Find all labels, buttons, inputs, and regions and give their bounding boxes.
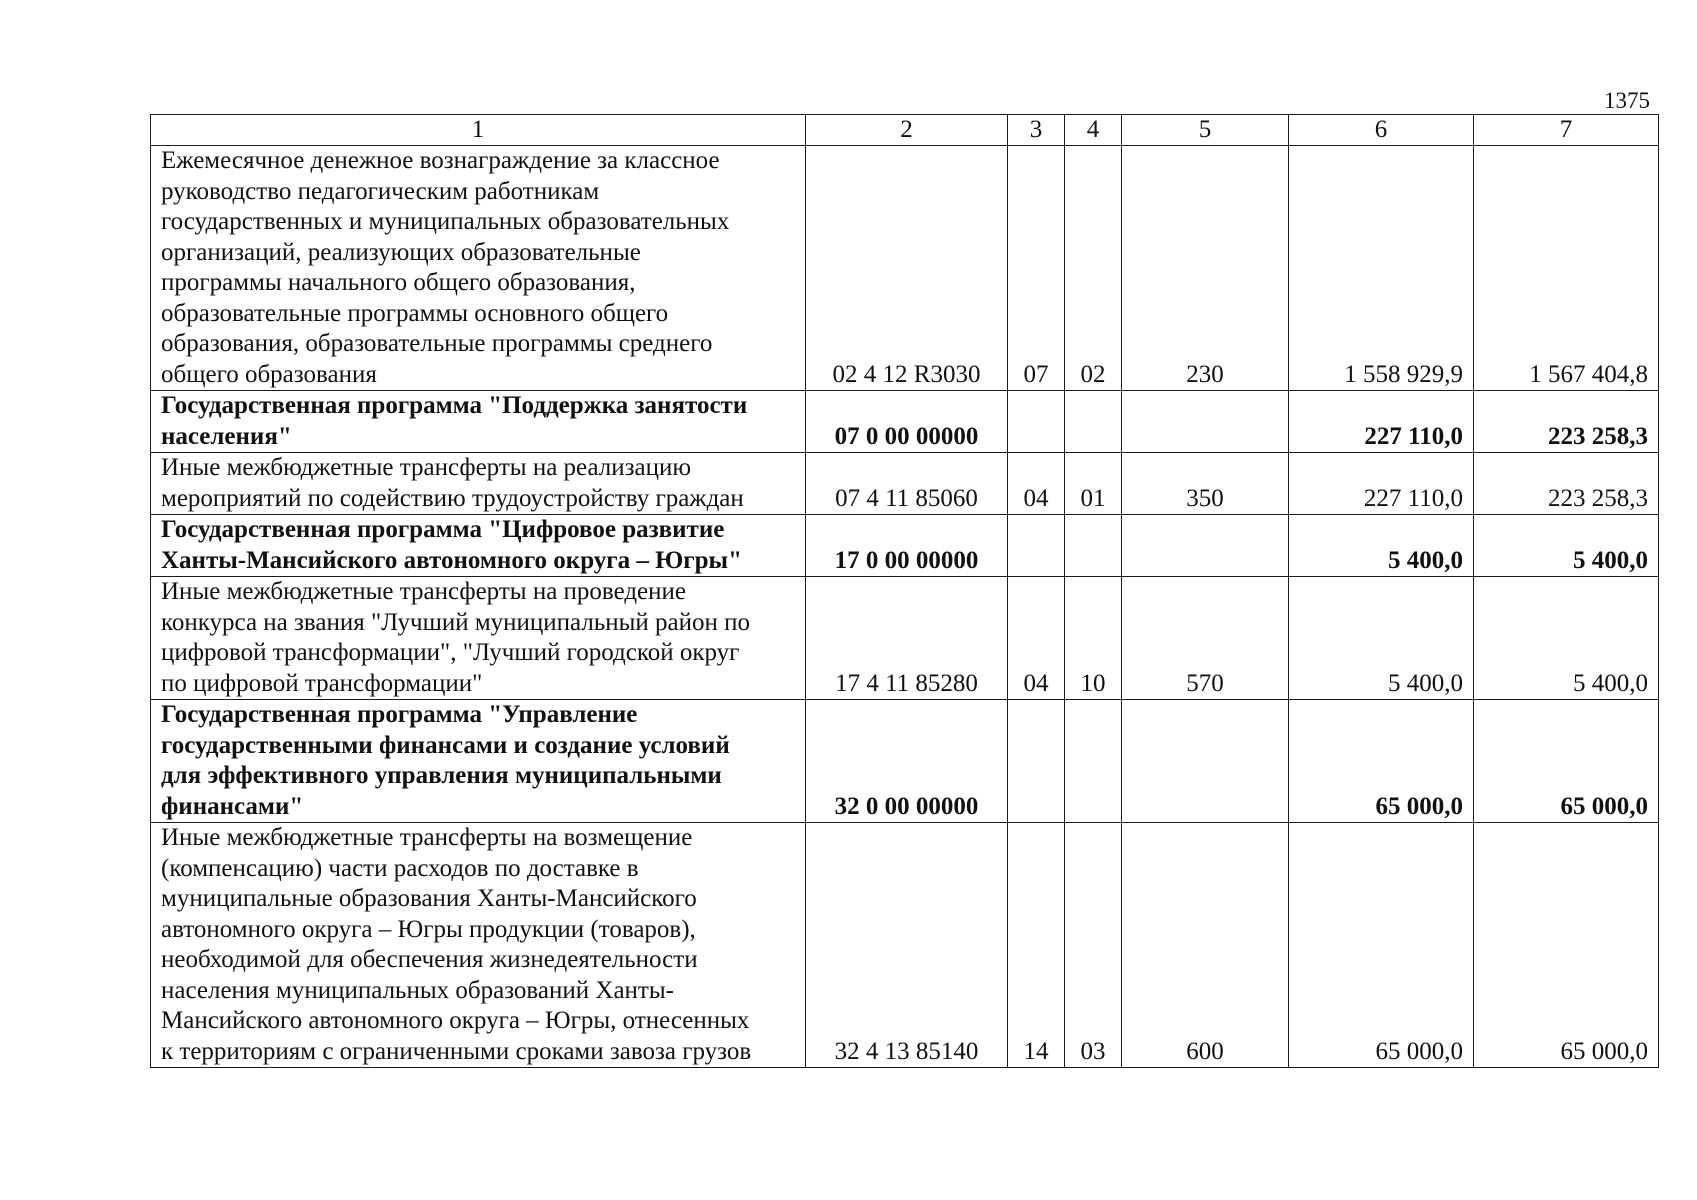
row-code: 32 4 13 85140 (806, 823, 1008, 1068)
table-row-program (151, 515, 1659, 577)
description-line: для эффективного управления муниципальными (161, 762, 722, 789)
row-description (151, 146, 806, 391)
row-col-7: 65 000,0 (1474, 700, 1659, 823)
description-line: общего образования (161, 360, 377, 388)
row-col-7: 223 258,3 (1474, 453, 1659, 515)
row-col-7: 223 258,3 (1474, 391, 1659, 453)
row-col-3: 04 (1008, 453, 1065, 515)
description-line: муниципальные образования Ханты-Мансийского (161, 885, 697, 912)
description-line: Государственная программа "Поддержка занятости (161, 392, 748, 419)
row-col-5 (1122, 700, 1289, 823)
description-line: государственных и муниципальных образовательных (161, 208, 730, 235)
row-col-3 (1008, 700, 1065, 823)
row-col-3 (1008, 391, 1065, 453)
description-line: конкурса на звания "Лучший муниципальный район по (161, 608, 751, 636)
row-col-5 (1122, 391, 1289, 453)
description-line: населения" (161, 422, 292, 450)
table-row (151, 577, 1659, 700)
description-line: мероприятий по содействию трудоустройству граждан (161, 484, 744, 512)
header-cell-2: 2 (806, 115, 1008, 146)
table-row (151, 146, 1659, 391)
row-code: 07 0 00 00000 (806, 391, 1008, 453)
description-line: Иные межбюджетные трансферты на проведение (161, 578, 687, 605)
row-col-5: 600 (1122, 823, 1289, 1068)
row-col-6: 5 400,0 (1289, 515, 1474, 577)
description-line: образовательные программы основного общего (161, 299, 669, 327)
row-col-6: 227 110,0 (1289, 391, 1474, 453)
header-cell-7: 7 (1474, 115, 1659, 146)
row-col-3 (1008, 515, 1065, 577)
row-col-5: 570 (1122, 577, 1289, 700)
description-line: государственными финансами и создание условий (161, 731, 730, 759)
row-col-4 (1065, 700, 1122, 823)
row-col-7: 5 400,0 (1474, 577, 1659, 700)
description-line: (компенсацию) части расходов по доставке в (161, 854, 639, 882)
description-line: программы начального общего образования, (161, 269, 636, 296)
header-cell-1: 1 (151, 115, 806, 146)
row-col-3: 04 (1008, 577, 1065, 700)
description-line: образования, образовательные программы среднего (161, 330, 713, 357)
description-line: Мансийского автономного округа – Югры, отнесенных (161, 1007, 750, 1034)
row-description (151, 453, 806, 515)
row-description (151, 577, 806, 700)
row-code: 07 4 11 85060 (806, 453, 1008, 515)
page-number: 1375 (1604, 88, 1650, 113)
row-description (151, 515, 806, 577)
row-col-5: 230 (1122, 146, 1289, 391)
row-col-6: 1 558 929,9 (1289, 146, 1474, 391)
row-description (151, 823, 806, 1068)
description-line: Государственная программа "Цифровое развитие (161, 516, 725, 543)
description-line: автономного округа – Югры продукции (товаров), (161, 915, 696, 943)
row-col-4 (1065, 515, 1122, 577)
header-cell-5: 5 (1122, 115, 1289, 146)
description-line: Иные межбюджетные трансферты на возмещение (161, 824, 693, 851)
row-col-7: 65 000,0 (1474, 823, 1659, 1068)
header-cell-3: 3 (1008, 115, 1065, 146)
row-col-4: 02 (1065, 146, 1122, 391)
row-col-4: 10 (1065, 577, 1122, 700)
description-line: финансами" (161, 792, 304, 820)
row-code: 32 0 00 00000 (806, 700, 1008, 823)
row-col-4: 03 (1065, 823, 1122, 1068)
row-code: 17 4 11 85280 (806, 577, 1008, 700)
row-col-7: 1 567 404,8 (1474, 146, 1659, 391)
header-cell-4: 4 (1065, 115, 1122, 146)
row-col-3: 07 (1008, 146, 1065, 391)
description-line: руководство педагогическим работникам (161, 177, 600, 205)
description-line: по цифровой трансформации" (161, 669, 483, 697)
table-row (151, 823, 1659, 1068)
row-col-6: 65 000,0 (1289, 700, 1474, 823)
description-line: Ханты-Мансийского автономного округа – Югры" (161, 546, 742, 574)
row-col-6: 227 110,0 (1289, 453, 1474, 515)
description-line: Государственная программа "Управление (161, 701, 638, 728)
row-col-4: 01 (1065, 453, 1122, 515)
description-line: организаций, реализующих образовательные (161, 238, 641, 266)
budget-table (150, 114, 1659, 1068)
description-line: цифровой трансформации", "Лучший городской округ (161, 639, 740, 666)
header-cell-6: 6 (1289, 115, 1474, 146)
row-col-4 (1065, 391, 1122, 453)
description-line: населения муниципальных образований Ханты- (161, 976, 674, 1004)
row-col-6: 65 000,0 (1289, 823, 1474, 1068)
description-line: Ежемесячное денежное вознаграждение за классное (161, 147, 720, 174)
description-line: необходимой для обеспечения жизнедеятельности (161, 946, 698, 973)
row-col-5 (1122, 515, 1289, 577)
header-row (151, 115, 1659, 146)
row-description (151, 700, 806, 823)
row-col-7: 5 400,0 (1474, 515, 1659, 577)
description-line: Иные межбюджетные трансферты на реализацию (161, 454, 692, 481)
table-row-program (151, 391, 1659, 453)
row-col-3: 14 (1008, 823, 1065, 1068)
row-col-6: 5 400,0 (1289, 577, 1474, 700)
row-col-5: 350 (1122, 453, 1289, 515)
row-code: 17 0 00 00000 (806, 515, 1008, 577)
description-line: к территориям с ограниченными сроками завоза грузов (161, 1037, 752, 1065)
row-code: 02 4 12 R3030 (806, 146, 1008, 391)
row-description (151, 391, 806, 453)
table-row (151, 453, 1659, 515)
table-row-program (151, 700, 1659, 823)
